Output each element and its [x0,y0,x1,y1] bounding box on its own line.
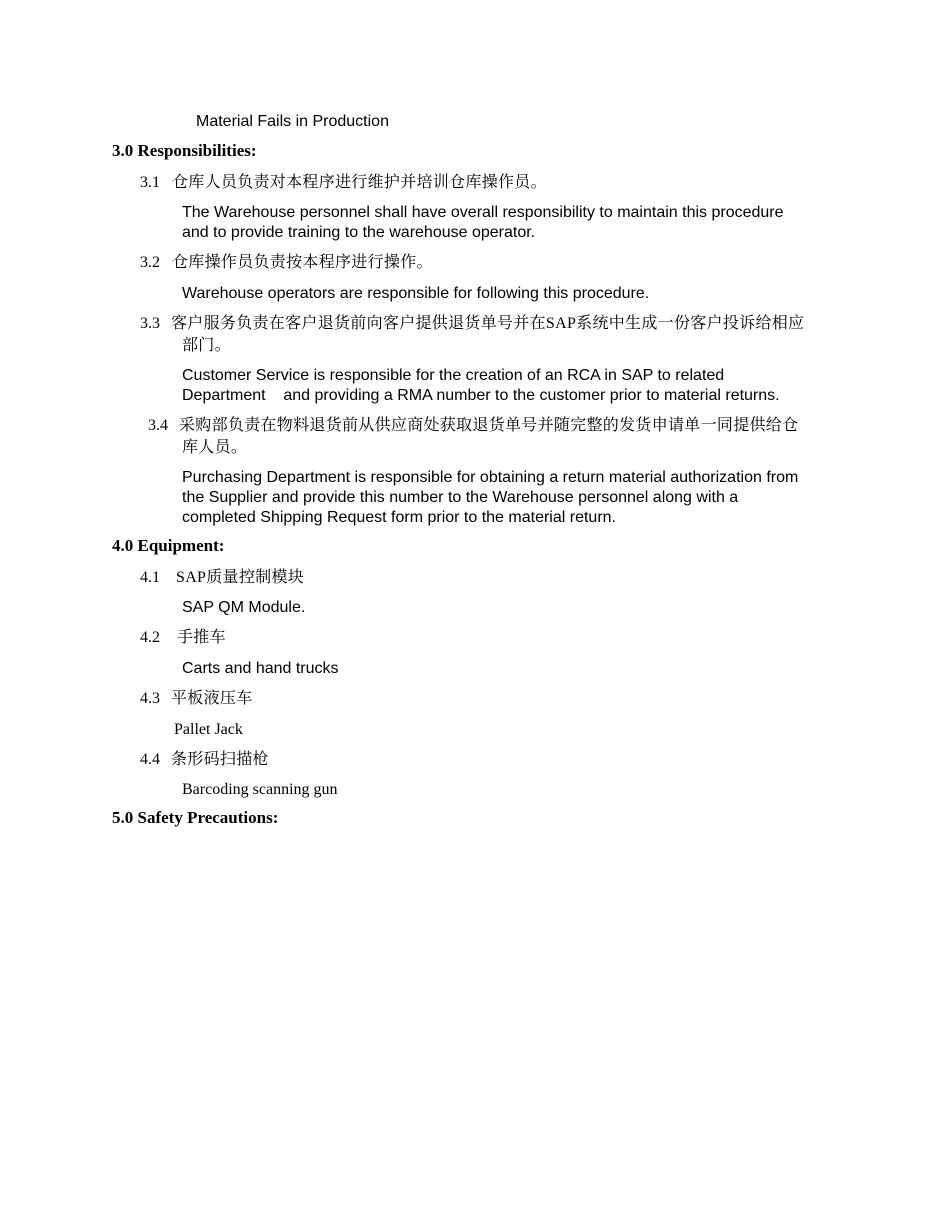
item-english-text: Department and providing a RMA number to the customer prior to material returns. [182,387,780,404]
item-chinese-text: 部门。 [182,337,231,354]
item-english-text: and to provide training to the warehouse operator. [182,224,536,241]
section-heading-safety-precautions: 5.0 Safety Precautions: [112,808,279,827]
item-english-text: The Warehouse personnel shall have overall responsibility to maintain this procedure [182,204,784,221]
item-number: 4.4 [140,751,160,768]
item-chinese-text: 库人员。 [182,439,248,456]
item-number: 4.3 [140,690,160,707]
item-english-text: the Supplier and provide this number to the Warehouse personnel along with a [182,489,739,506]
item-english-text: Customer Service is responsible for the creation of an RCA in SAP to related [182,367,725,384]
item-number: 3.1 [140,174,160,191]
section-heading-responsibilities: 3.0 Responsibilities: [112,141,257,160]
item-number: 4.1 [140,569,160,586]
item-english-text: Carts and hand trucks [182,660,339,677]
item-chinese-text: 客户服务负责在客户退货前向客户提供退货单号并在SAP系统中生成一份客户投诉给相应 [171,315,805,332]
item-english-text: completed Shipping Request form prior to the material return. [182,509,616,526]
item-number: 3.4 [148,417,168,434]
item-number: 3.3 [140,315,160,332]
item-chinese-text: 条形码扫描枪 [171,751,269,768]
item-number: 4.2 [140,629,160,646]
item-chinese-text: 手推车 [177,629,226,646]
item-number: 3.2 [140,254,160,271]
item-chinese-text: 平板液压车 [171,690,253,707]
item-chinese-text: 采购部负责在物料退货前从供应商处获取退货单号并随完整的发货申请单一同提供给仓 [179,417,799,434]
item-chinese-text: SAP质量控制模块 [176,569,305,586]
item-english-text: Barcoding scanning gun [182,781,338,798]
item-english-text: SAP QM Module. [182,599,306,616]
item-chinese-text: 仓库人员负责对本程序进行维护并培训仓库操作员。 [172,174,547,191]
section-heading-equipment: 4.0 Equipment: [112,536,225,555]
item-english-text: Pallet Jack [174,721,243,738]
item-chinese-text: 仓库操作员负责按本程序进行操作。 [172,254,433,271]
top-line: Material Fails in Production [196,113,389,130]
item-english-text: Purchasing Department is responsible for obtaining a return material authorization from [182,469,799,486]
item-english-text: Warehouse operators are responsible for following this procedure. [182,285,650,302]
